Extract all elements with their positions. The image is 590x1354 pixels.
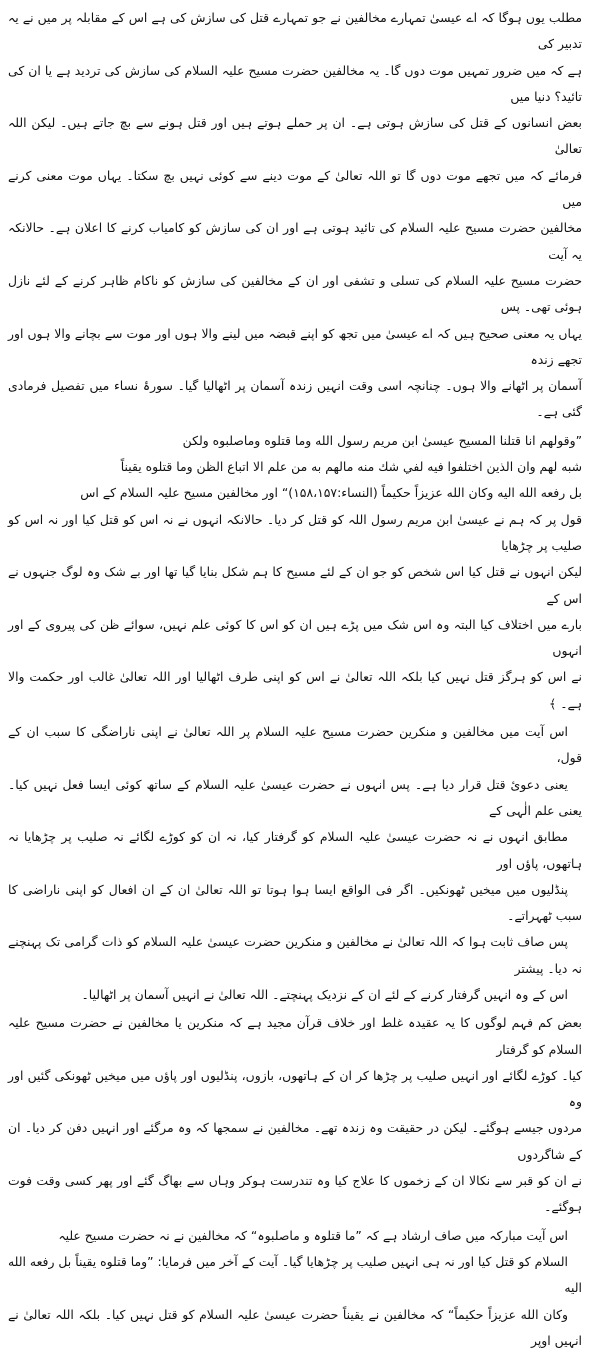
text-line: فرمائے کہ میں تجھے موت دوں گا تو اللہ تعالیٰ کے موت دینے سے کوئی نہیں بچ سکتا۔ یہاں موت معنی کرنے میں	[8, 167, 582, 210]
text-line: اس آیت میں مخالفین و منکرین حضرت مسیح علیہ السلام پر اللہ تعالیٰ نے اپنی ناراضگی کا سبب ان کے قول،	[8, 724, 582, 766]
text-line: مخالفین حضرت مسیح علیہ السلام کی تائید ہوتی ہے اور ان کی سازش کو کامیاب کرنے کا اعلان ہے۔ حالانکہ یہ آیت	[8, 220, 582, 262]
text-line: السلام کو قتل کیا اور نہ ہی انہیں صلیب پر چڑھایا گیا۔ آیت کے آخر میں فرمایا: ”وما قتلوه يقيناً بل رفعه الله اليه	[8, 1253, 582, 1296]
text-line: پس صاف ثابت ہوا کہ اللہ تعالیٰ نے مخالفین و منکرین حضرت عیسیٰ علیہ السلام کو ذات گرامی تک پہنچنے نہ دیا۔ پیشتر	[8, 934, 582, 976]
text-line: آسمان پر اٹھانے والا ہوں۔ چنانچہ اسی وقت انہیں زندہ آسمان پر اٹھالیا گیا۔ سورۂ نساء میں تفصیل فرمادی گئی ہے۔	[8, 378, 582, 420]
text-line: نے اس کو ہرگز قتل نہیں کیا بلکہ اللہ تعالیٰ نے اس کو اپنی طرف اٹھالیا اور اللہ تعالیٰ غالب اور حکمت والا ہے۔ ﴾	[8, 669, 582, 711]
text-line: بارے میں اختلاف کیا البتہ وہ اس شک میں پڑے ہیں ان کو اس کا کوئی علم نہیں، سوائے ظن کی پیروی کے اور انہوں	[8, 616, 582, 659]
text-line: ہے کہ میں ضرور تمہیں موت دوں گا۔ یہ مخالفین حضرت مسیح علیہ السلام کی سازش کی تردید ہے یا ان کی تائید؟ دنیا میں	[8, 62, 582, 104]
text-line: اس آیت مبارکہ میں صاف ارشاد ہے کہ ”ما قتلوہ و ماصلبوہ“ کہ مخالفین نے نہ حضرت مسیح علیہ	[58, 1227, 568, 1243]
text-line: یعنی دعویٔ قتل قرار دیا ہے۔ پس انہوں نے حضرت عیسیٰ علیہ السلام کے ساتھ کوئی ایسا فعل نہیں کیا۔ یعنی علم الٰہی کے	[8, 776, 582, 818]
text-line: بل رفعه الله اليه وكان الله عزيزاً حكيماً (النساء:۱۵۸،۱۵۷)“ اور مخالفین مسیح علیہ السلام کے اس	[80, 485, 582, 501]
text-line: قول پر کہ ہم نے عیسیٰ ابن مریم رسول اللہ کو قتل کر دیا۔ حالانکہ انہوں نے نہ اس کو قتل کیا اور نہ اس کو صلیب پر چڑھایا	[8, 511, 582, 553]
paragraph-2-quran-quote	[8, 428, 582, 717]
text-line: اس کے وہ انہیں گرفتار کرنے کے لئے ان کے نزدیک پہنچتے۔ اللہ تعالیٰ نے انہیں آسمان پر اٹھالیا۔	[81, 986, 568, 1002]
text-line: مطلب یوں ہوگا کہ اے عیسیٰ تمہارے مخالفین نے جو تمہارے قتل کی سازش کی ہے اس کے مقابلہ پر میں نے یہ تدبیر کی	[8, 10, 582, 52]
text-line: نے ان کو قبر سے نکالا ان کے زخموں کا علاج کیا وہ تندرست ہوکر وہاں سے بھاگ گئے اور پھر کسی وقت فوت ہوگئے۔	[8, 1173, 582, 1215]
text-line: لیکن انہوں نے قتل کیا اس شخص کو جو ان کے لئے مسیح کا ہم شکل بنایا گیا تھا اور بے شک وہ لوگ جنہوں نے اس کے	[8, 564, 582, 606]
text-line: ”وقولهم انا قتلنا المسيح عيسىٰ ابن مريم رسول الله وما قتلوه وماصلبوه ولكن	[182, 432, 582, 448]
text-line: یہاں یہ معنی صحیح ہیں کہ اے عیسیٰ میں تجھ کو اپنے قبضہ میں لینے والا ہوں اور موت سے بچانے والا ہوں اور تجھے زندہ	[8, 325, 582, 367]
paragraph-5	[8, 1223, 582, 1354]
text-line: بعض کم فہم لوگوں کا یہ عقیدہ غلط اور خلاف قرآن مجید ہے کہ منکرین یا مخالفین نے حضرت مسیح علیہ السلام کو گرفتار	[8, 1015, 582, 1057]
paragraph-1	[8, 5, 582, 426]
paragraph-3	[8, 719, 582, 1008]
text-line: بعض انسانوں کے قتل کی سازش ہوتی ہے۔ ان پر حملے ہوتے ہیں اور قتل ہونے سے بچ جاتے ہیں۔ لیکن اللہ تعالیٰ	[8, 115, 582, 157]
text-line: مطابق انہوں نے نہ حضرت عیسیٰ علیہ السلام کو گرفتار کیا، نہ ان کو کوڑے لگائے نہ صلیب پر چڑھایا نہ ہاتھوں، پاؤں اور	[8, 829, 582, 871]
text-line: وكان الله عزيزاً حكيماً“ کہ مخالفین نے یقیناً حضرت عیسیٰ علیہ السلام کو قتل نہیں کیا۔ بلکہ اللہ تعالیٰ نے انہیں اوپر	[8, 1306, 582, 1348]
text-line: مردوں جیسے ہوگئے۔ لیکن در حقیقت وہ زندہ تھے۔ مخالفین نے سمجھا کہ وہ مرگئے اور انہیں دفن کر دیا۔ ان کے شاگردوں	[8, 1120, 582, 1162]
text-line: شبه لهم وان الذين اختلفوا فيه لفي شك منه مالهم به من علم الا اتباع الظن وما قتلوه يقيناً	[120, 459, 582, 475]
text-line: کیا۔ کوڑے لگائے اور انہیں صلیب پر چڑھا کر ان کے ہاتھوں، بازوں، پنڈلیوں اور پاؤں میں میخیں ٹھونکی گئیں اور وہ	[8, 1067, 582, 1110]
text-line: پنڈلیوں میں میخیں ٹھونکیں۔ اگر فی الواقع ایسا ہوا ہوتا تو اللہ تعالیٰ ان کے ان افعال کو اپنی ناراضی کا سبب ٹھہراتے۔	[8, 881, 582, 924]
paragraph-4	[8, 1010, 582, 1220]
text-line: حضرت مسیح علیہ السلام کی تسلی و تشفی اور ان کے مخالفین کی سازش کو ناکام ظاہر کرنے کے لئے نازل ہوئی تھی۔ پس	[8, 272, 582, 315]
